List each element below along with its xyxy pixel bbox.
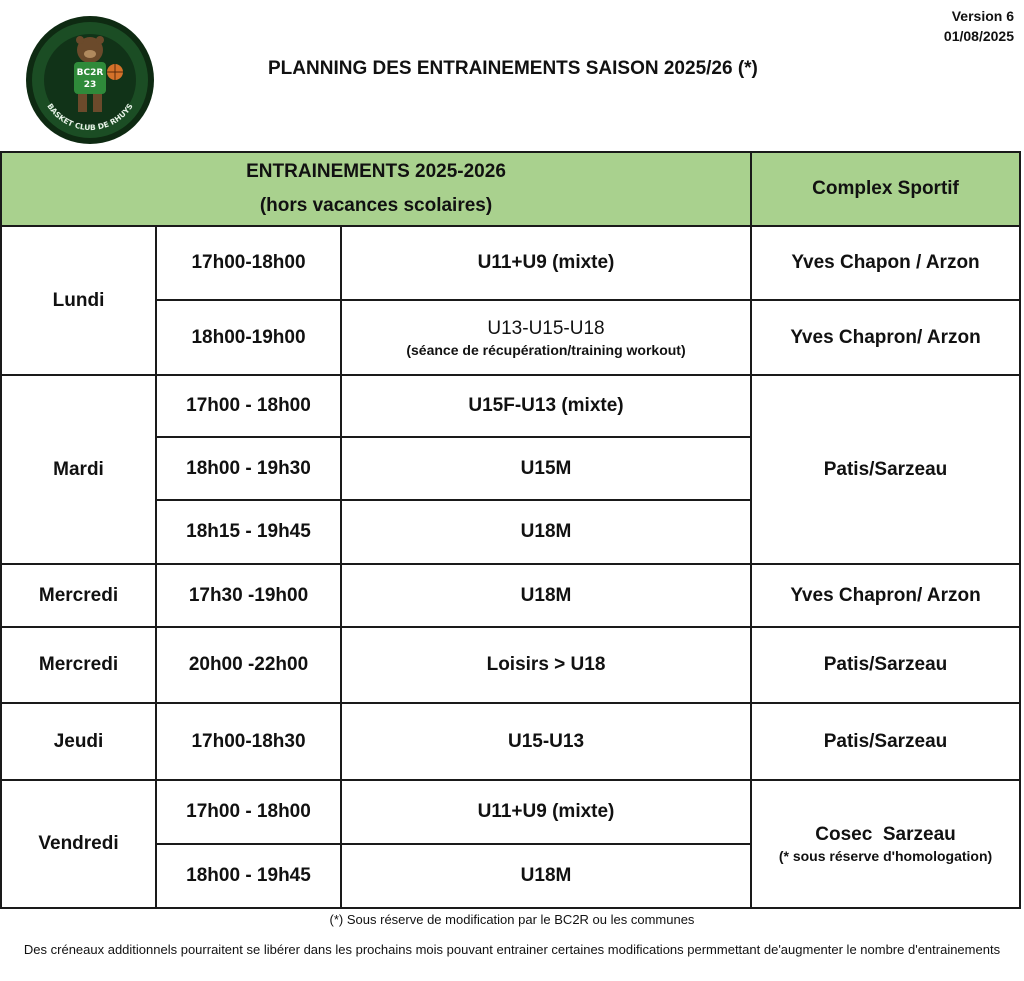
day-cell: Mardi (1, 375, 156, 564)
time-cell: 17h00 - 18h00 (156, 780, 341, 844)
group-cell: U18M (341, 844, 751, 908)
header-trainings-subtitle: (hors vacances scolaires) (259, 195, 493, 216)
header-trainings-title: ENTRAINEMENTS 2025-2026 (246, 161, 506, 182)
schedule-table (0, 151, 1021, 909)
footer-note-additional-slots: Des créneaux additionnels pourraitent se libérer dans les prochains mois pouvant entrainer certaines modifications permmettant de'augmenter le nombre d'entrainements (23, 942, 1001, 957)
place-label: Cosec Sarzeau (815, 824, 956, 845)
logo-club-name: BASKET CLUB DE RHUYS (45, 101, 135, 133)
day-cell: Mercredi (1, 627, 156, 703)
time-cell: 17h00-18h00 (156, 226, 341, 300)
group-cell: U15F-U13 (mixte) (341, 375, 751, 437)
time-cell: 18h00-19h00 (156, 300, 341, 375)
group-cell: U11+U9 (mixte) (341, 226, 751, 300)
page-title: PLANNING DES ENTRAINEMENTS SAISON 2025/26 (*) (268, 58, 758, 79)
table-row (1, 703, 1020, 780)
table-row (1, 226, 1020, 300)
table-row (1, 375, 1020, 437)
header-trainings (1, 152, 751, 226)
day-cell: Mercredi (1, 564, 156, 627)
place-cell: Yves Chapron/ Arzon (751, 300, 1020, 375)
time-cell: 17h00-18h30 (156, 703, 341, 780)
time-cell: 18h00 - 19h45 (156, 844, 341, 908)
place-note: (* sous réserve d'homologation) (778, 848, 993, 864)
header-place: Complex Sportif (751, 152, 1020, 226)
group-cell: U18M (341, 500, 751, 564)
place-cell: Yves Chapon / Arzon (751, 226, 1020, 300)
time-cell: 20h00 -22h00 (156, 627, 341, 703)
time-cell: 18h15 - 19h45 (156, 500, 341, 564)
group-cell: U18M (341, 564, 751, 627)
version-label: Version 6 (951, 8, 1014, 24)
time-cell: 17h00 - 18h00 (156, 375, 341, 437)
version-block (944, 6, 1014, 46)
time-cell: 18h00 - 19h30 (156, 437, 341, 500)
place-cell (751, 780, 1020, 908)
place-cell: Patis/Sarzeau (751, 627, 1020, 703)
version-date: 01/08/2025 (943, 28, 1014, 44)
place-cell: Patis/Sarzeau (751, 375, 1020, 564)
club-logo (20, 14, 160, 146)
group-cell: U15-U13 (341, 703, 751, 780)
group-cell: Loisirs > U18 (341, 627, 751, 703)
table-row (1, 627, 1020, 703)
group-label: U13-U15-U18 (487, 317, 605, 339)
place-cell: Patis/Sarzeau (751, 703, 1020, 780)
day-cell: Lundi (1, 226, 156, 375)
place-cell: Yves Chapron/ Arzon (751, 564, 1020, 627)
footer-note-modification: (*) Sous réserve de modification par le BC2R ou les communes (329, 912, 695, 927)
table-row (1, 564, 1020, 627)
day-cell: Vendredi (1, 780, 156, 908)
group-cell: U15M (341, 437, 751, 500)
logo-number: 23 (83, 80, 97, 90)
day-cell: Jeudi (1, 703, 156, 780)
group-cell (341, 300, 751, 375)
table-row (1, 780, 1020, 844)
logo-text: BC2R (76, 68, 104, 78)
time-cell: 17h30 -19h00 (156, 564, 341, 627)
group-note: (séance de récupération/training workout) (406, 341, 686, 358)
table-header-row (1, 152, 1020, 226)
group-cell: U11+U9 (mixte) (341, 780, 751, 844)
